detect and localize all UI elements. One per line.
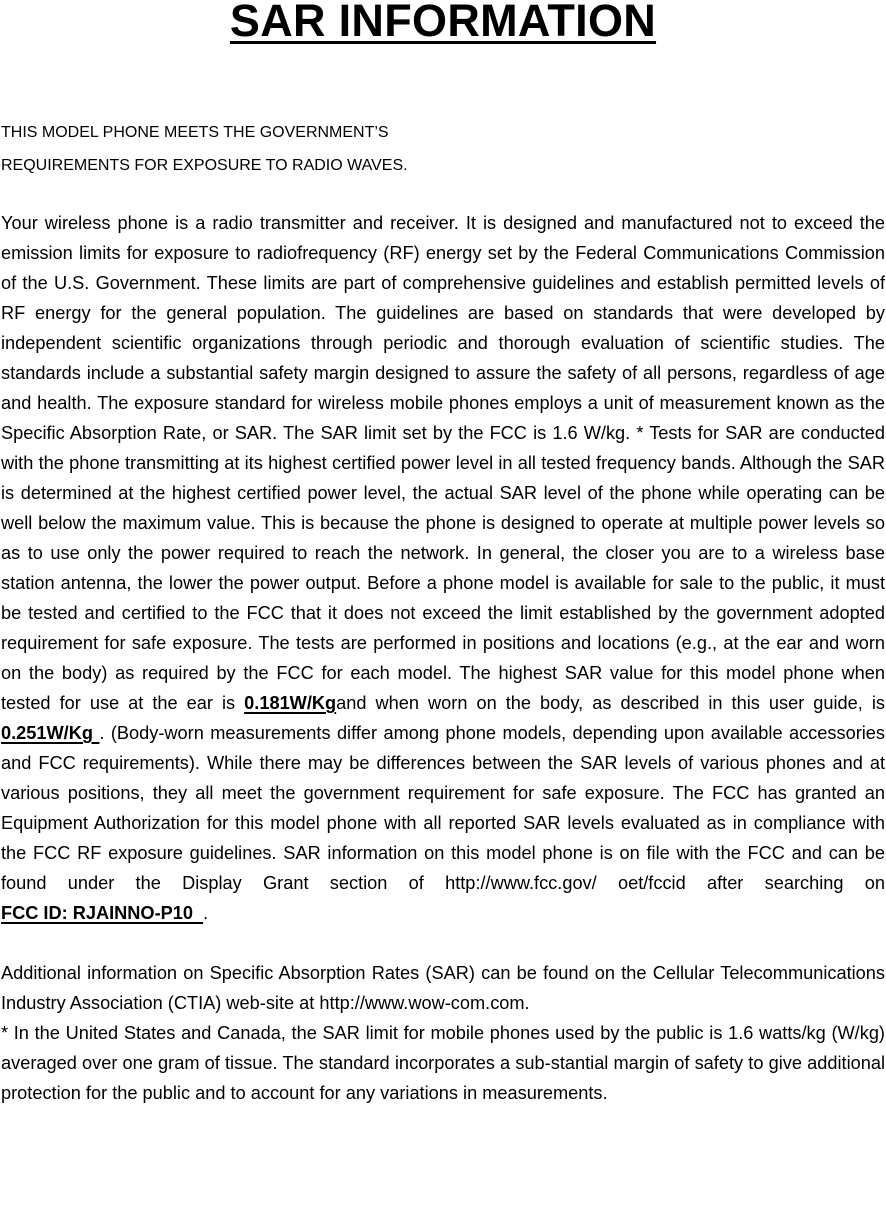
notice-line-2: REQUIREMENTS FOR EXPOSURE TO RADIO WAVES. — [1, 157, 408, 174]
fcc-id-value: FCC ID: RJAINNO-P10 — [1, 903, 204, 923]
paragraph-sar-limit-footnote: * In the United States and Canada, the SAR limit for mobile phones used by the public is 1.6 watts/kg (W/kg) averaged over one gram of tissue. The standard incorporates a sub-stantial margin of safety to give additional protection for the public and to account for any variations in measurements. — [1, 1023, 885, 1103]
page-title: SAR INFORMATION — [229, 0, 657, 46]
paragraph-sar-details — [1, 208, 885, 928]
paragraph-text: . — [203, 903, 209, 923]
paragraph-additional-info: Additional information on Specific Absorption Rates (SAR) can be found on the Cellular Telecommunications Industry Association (CTIA) web-site at http://www.wow-com.com. — [1, 963, 885, 1013]
paragraph-text: . (Body-worn measurements differ among phone models, depending upon available accessories and FCC requirements). While there may be differences between the SAR levels of various phones and at various positions, they all meet the government requirement for safe exposure. The FCC has granted an Equipment Authorization for this model phone with all reported SAR levels evaluated as in compliance with the FCC RF exposure guidelines. SAR information on this model phone is on file with the FCC and can be found under the Display Grant section of http://www.fcc.gov/ oet/fccid after searching on — [1, 723, 885, 893]
sar-body-value: 0.251W/Kg — [1, 723, 100, 743]
paragraph-text: Your wireless phone is a radio transmitter and receiver. It is designed and manufactured not to exceed the emission limits for exposure to radiofrequency (RF) energy set by the Federal Communications Commission of the U.S. Government. These limits are part of comprehensive guidelines and establish permitted levels of RF energy for the general population. The guidelines are based on standards that were developed by independent scientific organizations through periodic and thorough evaluation of scientific studies. The standards include a substantial safety margin designed to assure the safety of all persons, regardless of age and health. The exposure standard for wireless mobile phones employs a unit of measurement known as the Specific Absorption Rate, or SAR. The SAR limit set by the FCC is 1.6 W/kg. * Tests for SAR are conducted with the phone transmitting at its highest certified power level in all tested frequency bands. Although the SAR is determined at the highest certified power level, the actual SAR level of the phone while operating can be well below the maximum value. This is because the phone is designed to operate at multiple power levels so as to use only the power required to reach the network. In general, the closer you are to a wireless base station antenna, the lower the power output. Before a phone model is available for sale to the public, it must be tested and certified to the FCC that it does not exceed the limit established by the government adopted requirement for safe exposure. The tests are performed in positions and locations (e.g., at the ear and worn on the body) as required by the FCC for each model. The highest SAR value for this model phone when tested for use at the ear is — [1, 213, 885, 713]
body-text — [1, 208, 885, 1108]
sar-ear-value: 0.181W/Kg — [244, 693, 337, 713]
compliance-notice — [1, 116, 701, 182]
paragraph-text: and when worn on the body, as described in this user guide, is — [336, 693, 885, 713]
notice-line-1: THIS MODEL PHONE MEETS THE GOVERNMENT’S — [1, 124, 389, 141]
